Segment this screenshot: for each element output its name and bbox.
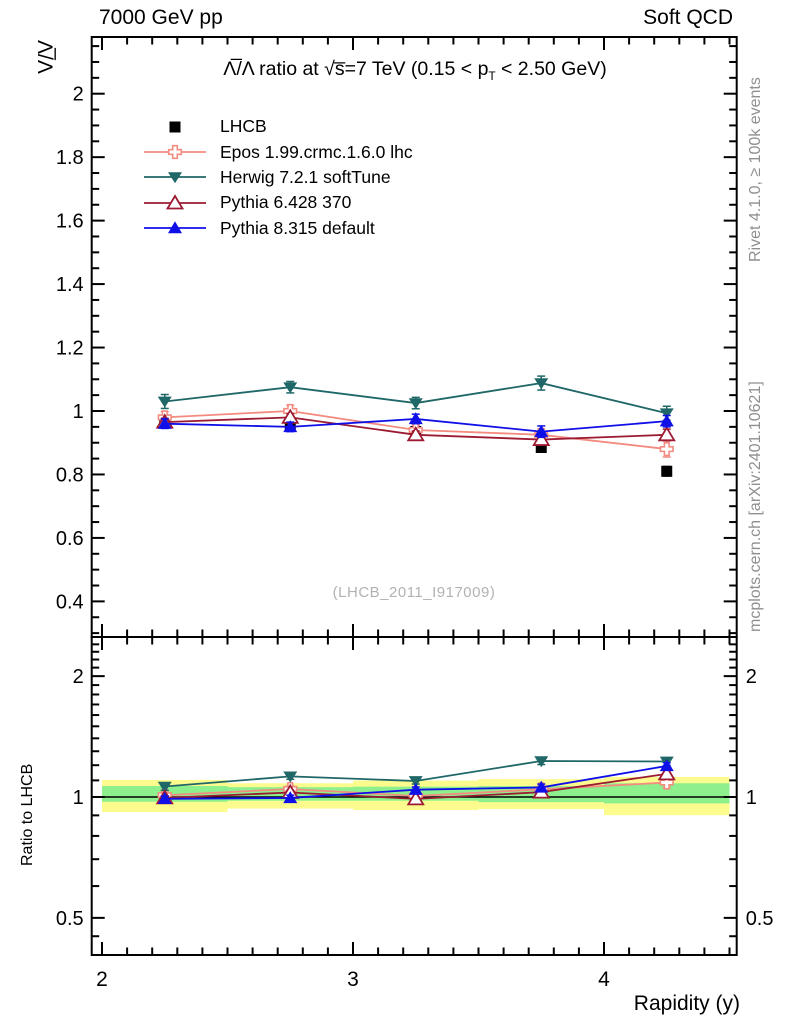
marker-triangle-up-open [659,428,674,441]
tick-label: 1 [72,787,84,809]
tick-label: 2 [72,83,84,106]
ratio-y-axis-label: Ratio to LHCB [19,763,36,866]
tick-label: 0.8 [55,464,84,487]
legend-item [143,139,413,164]
tick-label: 0.5 [745,907,774,930]
legend-item [143,216,413,241]
rivet-version-note: Rivet 4.1.0, ≥ 100k events [747,77,764,262]
legend-marker-icon [143,218,207,238]
main-y-axis-label: Λ̅/Λ [33,40,56,74]
beam-header: 7000 GeV pp [99,6,223,29]
plot-title: Λ̅/Λ ratio at √s̅=7 TeV ($0.15 < p_T < 2.50$ GeV) [223,58,607,83]
tick-label: 0.4 [55,591,84,614]
tick-label: 3 [347,968,359,991]
legend-item [143,190,413,215]
marker-square-filled [661,466,672,477]
tick-label: 0.5 [55,907,84,930]
tick-label: 2 [72,666,84,689]
mcplots-arxiv-note: mcplots.cern.ch [arXiv:2401.10621] [747,381,764,632]
tick-label: 1.2 [55,337,84,360]
tick-label: 1.6 [55,210,84,233]
legend [143,114,413,241]
process-group-header: Soft QCD [643,6,733,29]
tick-label: 1.4 [55,274,84,297]
legend-label: Pythia 8.315 default [220,217,375,238]
marker-triangle-down-filled [158,397,172,408]
marker-square-filled [170,121,181,132]
main-panel-series [157,376,674,477]
legend-marker-icon [143,193,207,213]
tick-label: 2 [96,968,108,991]
marker-triangle-up-filled [409,412,423,424]
marker-cross-open [660,443,673,456]
legend-marker-icon [143,142,207,162]
legend-item [143,114,413,139]
legend-marker-icon [143,117,207,137]
tick-label: 1 [72,401,84,423]
marker-triangle-down-filled [409,398,423,409]
legend-label: Epos 1.99.crmc.1.6.0 lhc [220,141,413,162]
marker-triangle-up-filled [660,414,674,426]
marker-cross-open [169,146,182,159]
legend-marker-icon [143,167,207,187]
legend-item [143,165,413,190]
legend-label: Herwig 7.2.1 softTune [220,166,391,187]
tick-label: 0.6 [55,527,84,550]
legend-label: LHCB [220,116,267,137]
tick-label: 1.8 [55,147,84,170]
tick-label: 1 [745,787,757,809]
tick-label: 4 [598,968,610,991]
tick-label: 2 [745,666,757,689]
analysis-watermark: (LHCB_2011_I917009) [332,584,496,601]
x-axis-label: Rapidity (y) [633,992,740,1015]
legend-label: Pythia 6.428 370 [220,192,352,213]
